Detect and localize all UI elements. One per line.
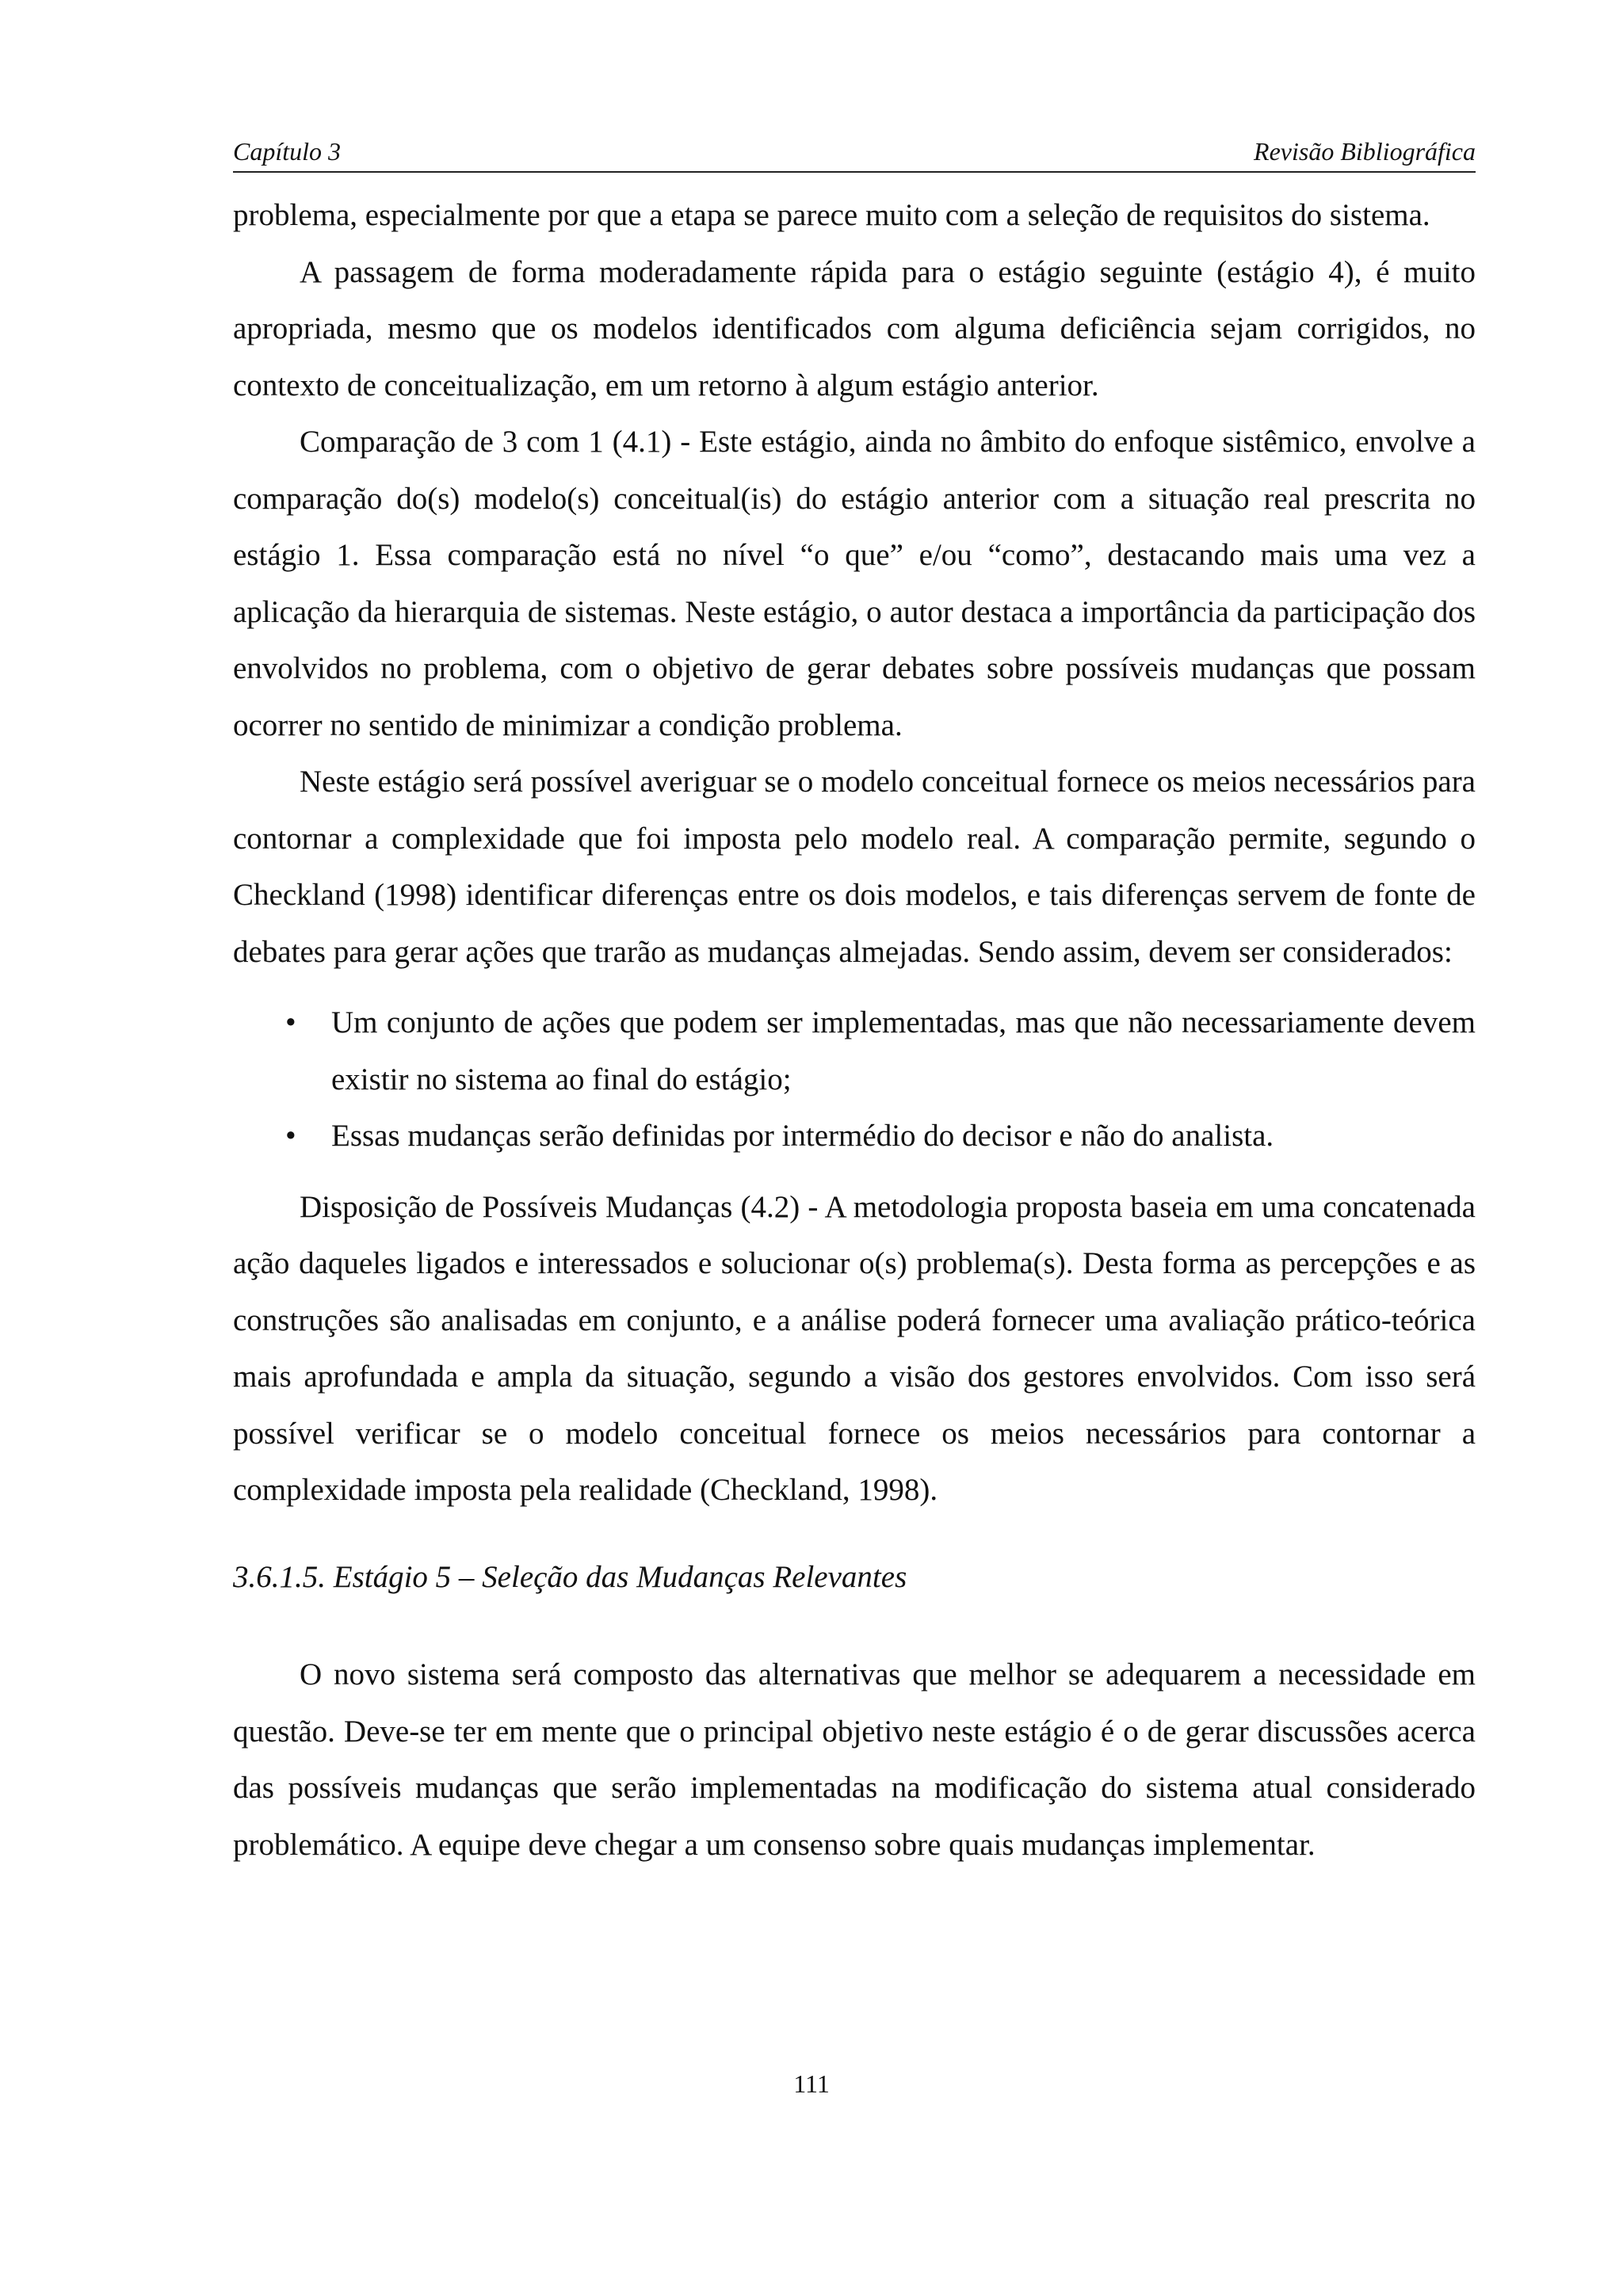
bullet-list bbox=[233, 994, 1476, 1165]
list-item-text: Essas mudanças serão definidas por intermédio do decisor e não do analista. bbox=[331, 1119, 1274, 1153]
paragraph: O novo sistema será composto das alternativas que melhor se adequarem a necessidade em questão. Deve-se ter em mente que o principal objetivo neste estágio é o de gerar discussões acerca das possíveis mudanças que serão implementadas na modificação do sistema atual considerado problemático. A equipe deve chegar a um consenso sobre quais mudanças implementar. bbox=[233, 1657, 1476, 1862]
paragraph: Neste estágio será possível averiguar se o modelo conceitual fornece os meios necessários para contornar a complexidade que foi imposta pelo modelo real. A comparação permite, segundo o Checkland (1998) identificar diferenças entre os dois modelos, e tais diferenças servem de fonte de debates para gerar ações que trarão as mudanças almejadas. Sendo assim, devem ser considerados: bbox=[233, 765, 1476, 969]
bullet-icon: • bbox=[285, 1005, 296, 1039]
section-label: Revisão Bibliográfica bbox=[1254, 137, 1476, 166]
page-header bbox=[233, 133, 1476, 173]
section-heading: 3.6.1.5. Estágio 5 – Seleção das Mudanças Relevantes bbox=[233, 1559, 907, 1594]
paragraph: A passagem de forma moderadamente rápida para o estágio seguinte (estágio 4), é muito apropriada, mesmo que os modelos identificados com alguma deficiência sejam corrigidos, no contexto de conceitualização, em um retorno à algum estágio anterior. bbox=[233, 254, 1476, 402]
list-item bbox=[233, 1108, 1476, 1165]
paragraph: Disposição de Possíveis Mudanças (4.2) - A metodologia proposta baseia em uma concatenada ação daqueles ligados e interessados e solucionar o(s) problema(s). Desta forma as percepções e as construções são analisadas em conjunto, e a análise poderá fornecer uma avaliação prático-teórica mais aprofundada e ampla da situação, segundo a visão dos gestores envolvidos. Com isso será possível verificar se o modelo conceitual fornece os meios necessários para contornar a complexidade imposta pela realidade (Checkland, 1998). bbox=[233, 1189, 1476, 1507]
body-text bbox=[233, 187, 1476, 1873]
list-item bbox=[233, 994, 1476, 1108]
page-number: 111 bbox=[793, 2069, 830, 2098]
chapter-label: Capítulo 3 bbox=[233, 137, 342, 166]
paragraph-continuation: problema, especialmente por que a etapa se parece muito com a seleção de requisitos do sistema. bbox=[233, 198, 1430, 232]
bullet-icon: • bbox=[285, 1119, 296, 1153]
paragraph: Comparação de 3 com 1 (4.1) - Este estágio, ainda no âmbito do enfoque sistêmico, envolve a comparação do(s) modelo(s) conceitual(is) do estágio anterior com a situação real prescrita no estágio 1. Essa comparação está no nível “o que” e/ou “como”, destacando mais uma vez a aplicação da hierarquia de sistemas. Neste estágio, o autor destaca a importância da participação dos envolvidos no problema, com o objetivo de gerar debates sobre possíveis mudanças que possam ocorrer no sentido de minimizar a condição problema. bbox=[233, 425, 1476, 742]
list-item-text: Um conjunto de ações que podem ser implementadas, mas que não necessariamente devem existir no sistema ao final do estágio; bbox=[331, 1005, 1476, 1097]
